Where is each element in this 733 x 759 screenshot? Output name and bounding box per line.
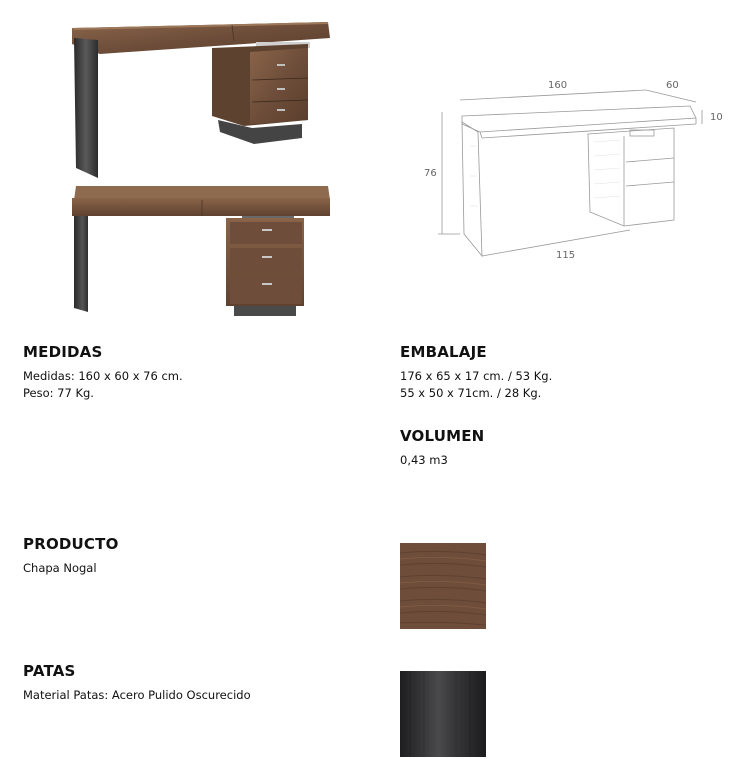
dim-cabinet-label: 115 [556, 250, 576, 261]
dim-height-label: 76 [424, 168, 437, 179]
dim-depth-label: 60 [666, 80, 679, 91]
volumen-value: 0,43 m3 [400, 453, 448, 467]
walnut-swatch [400, 543, 486, 629]
steel-swatch [400, 671, 486, 757]
volumen-heading: VOLUMEN [400, 427, 485, 445]
dim-top-thickness-label: 10 [710, 112, 723, 123]
desk-photo-angled [66, 8, 336, 180]
embalaje-line: 176 x 65 x 17 cm. / 53 Kg. [400, 369, 553, 383]
desk-photo-front [66, 180, 336, 320]
patas-heading: PATAS [23, 662, 76, 680]
embalaje-line: 55 x 50 x 71cm. / 28 Kg. [400, 386, 542, 400]
producto-heading: PRODUCTO [23, 535, 119, 553]
medidas-heading: MEDIDAS [23, 343, 103, 361]
producto-value: Chapa Nogal [23, 561, 97, 575]
medidas-line: Peso: 77 Kg. [23, 386, 94, 400]
embalaje-text [400, 368, 552, 402]
patas-value: Material Patas: Acero Pulido Oscurecido [23, 688, 251, 702]
medidas-text [23, 368, 183, 402]
medidas-line: Medidas: 160 x 60 x 76 cm. [23, 369, 183, 383]
dim-width-label: 160 [548, 80, 568, 91]
embalaje-heading: EMBALAJE [400, 343, 487, 361]
technical-drawing [420, 76, 730, 266]
